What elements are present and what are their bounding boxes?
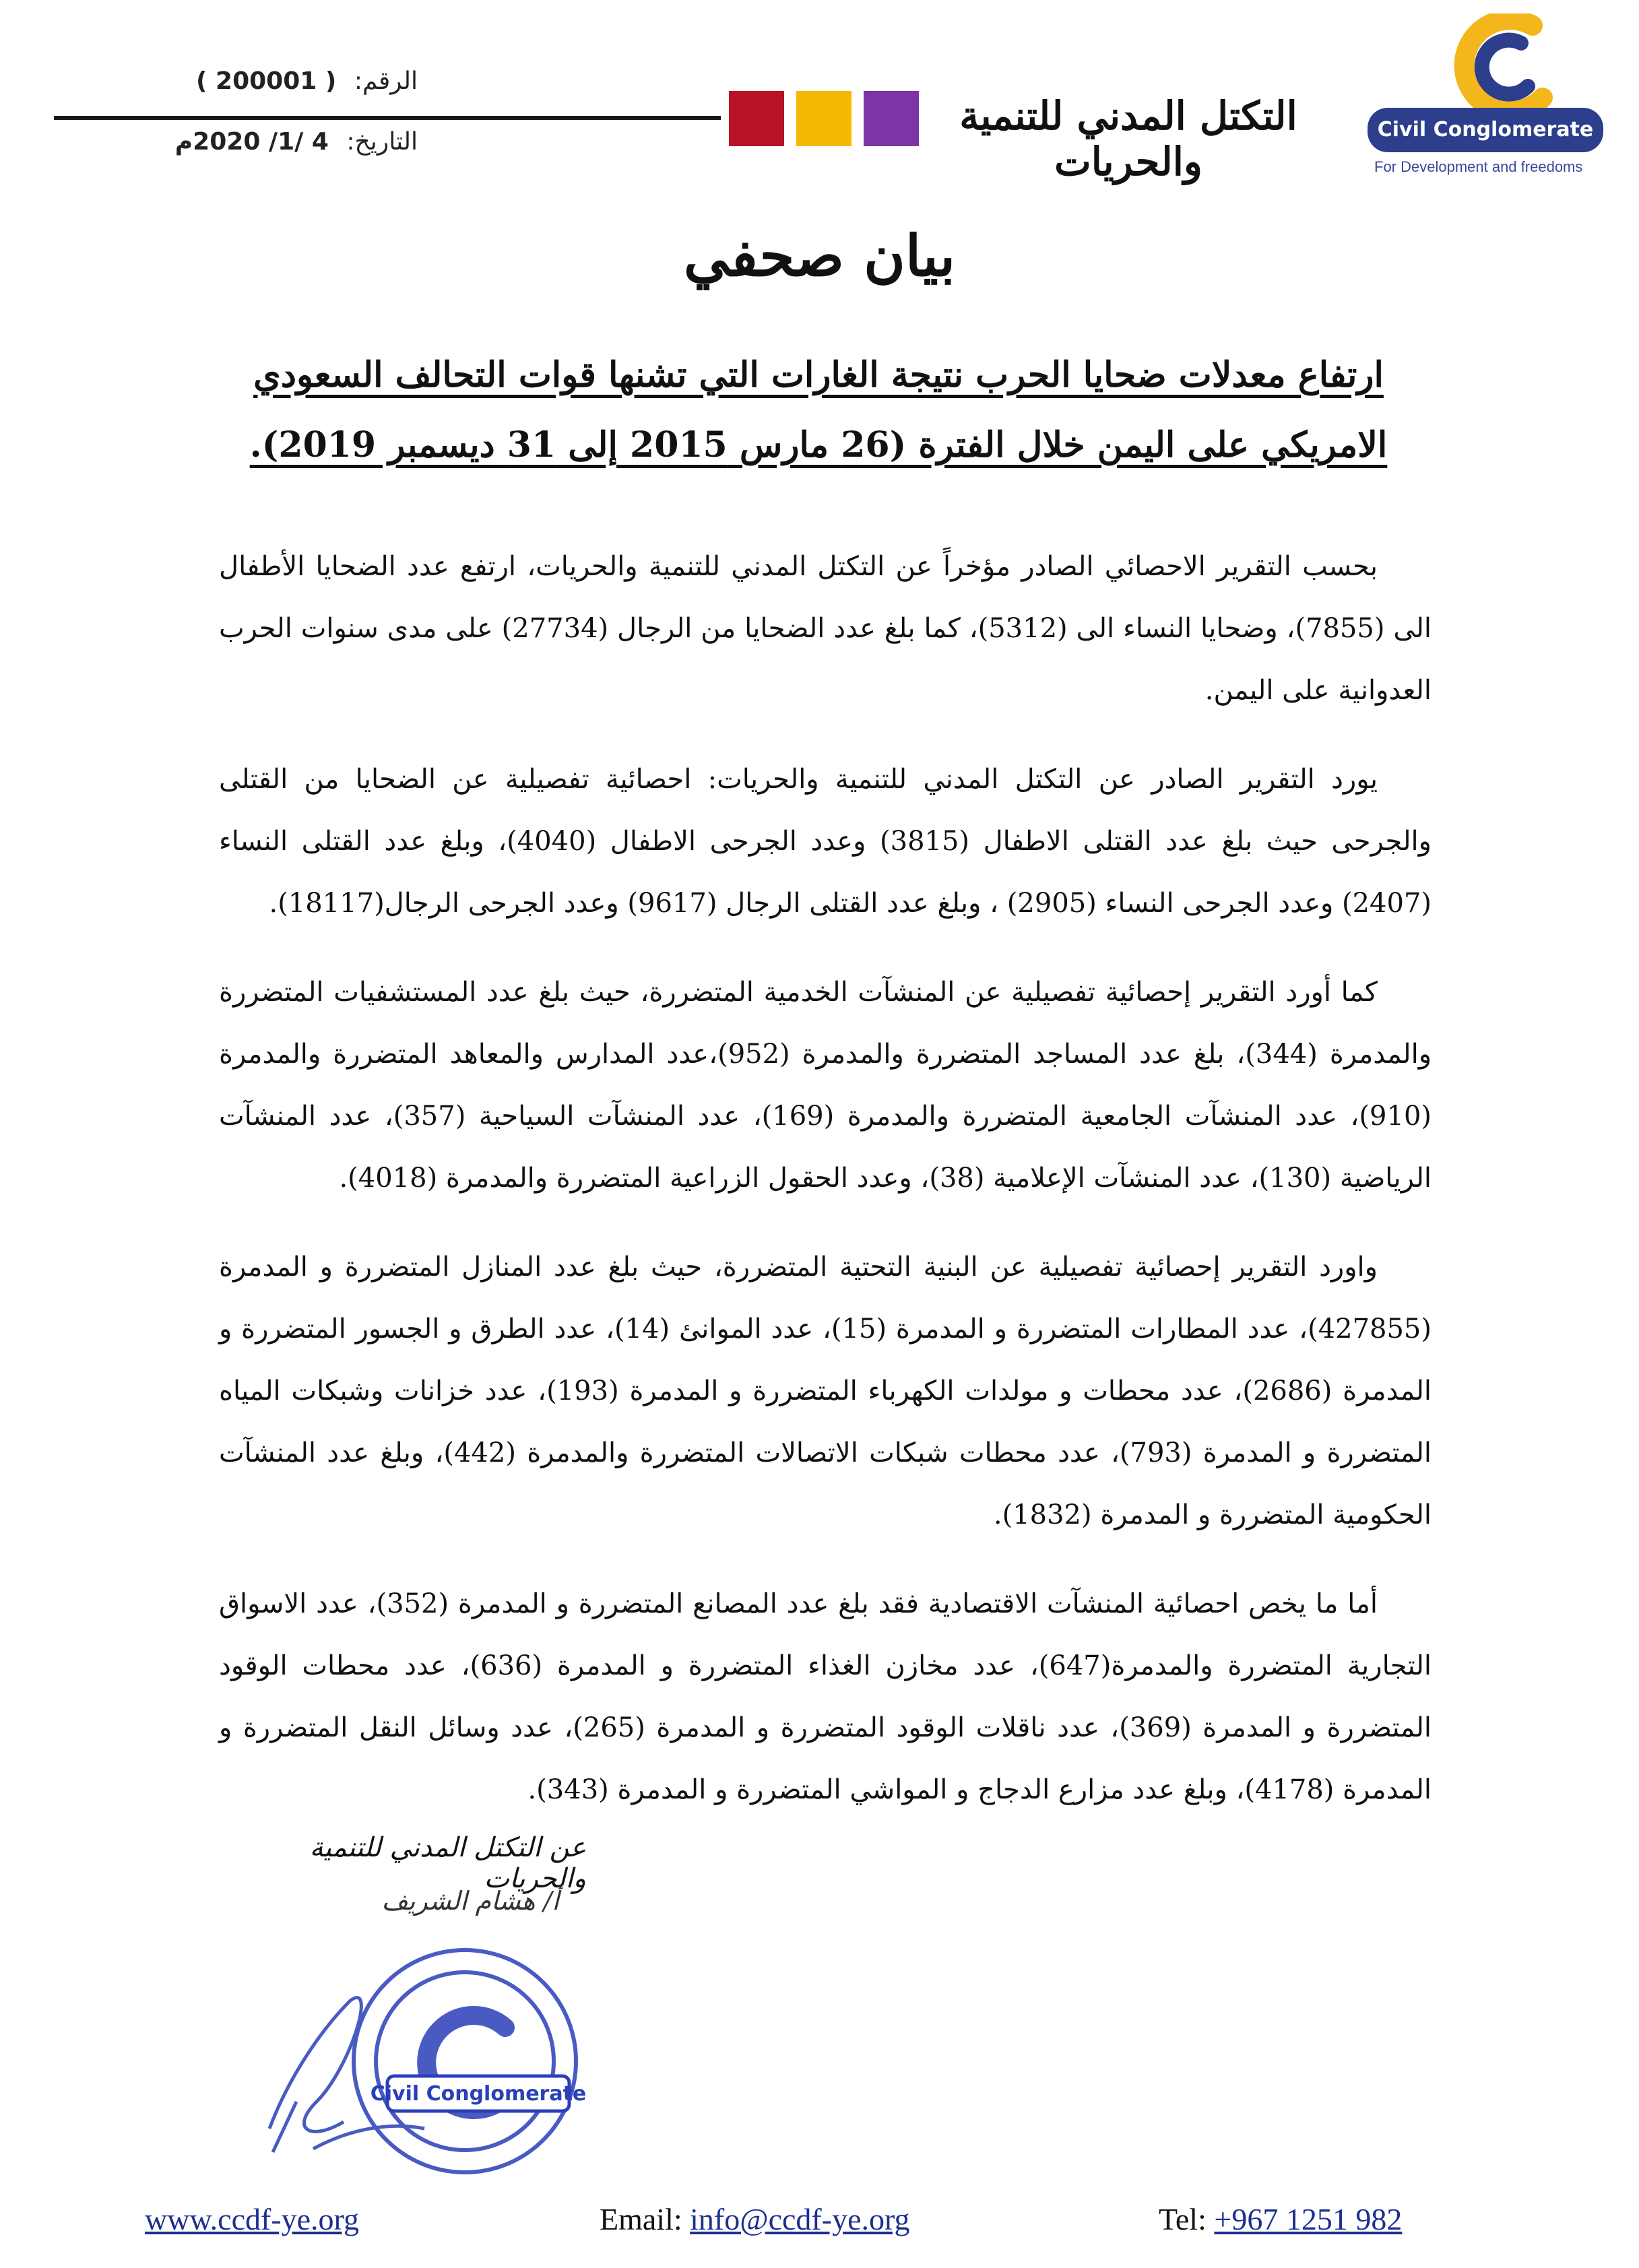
- footer-email-link[interactable]: info@ccdf-ye.org: [690, 2202, 910, 2236]
- paragraph-casualties-summary: بحسب التقرير الاحصائي الصادر مؤخراً عن التكتل المدني للتنمية والحريات، ارتفع عدد الضحايا الأطفال الى (7855)، وضحايا النساء الى (5312)، كما بلغ عدد الضحايا من الرجال (27734) على مدى سنوات الحرب العدوانية على اليمن.: [219, 551, 1432, 706]
- reference-number: [101, 67, 418, 95]
- organization-name: التكتل المدني للتنمية والحريات: [959, 93, 1297, 185]
- brand-color-squares: [729, 91, 919, 146]
- signature-name: أ/ هشام الشريف: [381, 1886, 559, 1916]
- paragraph-killed-injured: يورد التقرير الصادر عن التكتل المدني للتنمية والحريات: احصائية تفصيلية عن الضحايا من القتلى والجرحى حيث بلغ عدد القتلى الاطفال (3815) وعدد الجرحى الاطفال (4040)، وبلغ عدد القتلى النساء (2407) وعدد الجرحى النساء (2905) ، وبلغ عدد القتلى الرجال (9617) وعدد الجرحى الرجال(18117).: [219, 764, 1432, 919]
- logo-badge: Civil Conglomerate: [1368, 108, 1603, 152]
- reference-label: الرقم:: [354, 67, 418, 95]
- statement-body: [219, 536, 1432, 1848]
- reference-value: ( 200001 ): [196, 67, 337, 95]
- document-date: [101, 128, 418, 156]
- date-label: التاريخ:: [346, 128, 418, 156]
- date-value: 4 /1/ 2020م: [174, 128, 329, 156]
- header-divider: [54, 116, 721, 120]
- paragraph-economic-facilities: أما ما يخص احصائية المنشآت الاقتصادية فقد بلغ عدد المصانع المتضررة و المدمرة (352)، عدد الاسواق التجارية المتضررة والمدمرة(647)، عدد مخازن الغذاء المتضررة و المدمرة (636)، عدد محطات الوقود المتضررة و المدمرة (369)، عدد ناقلات الوقود المتضررة و المدمرة (265)، عدد وسائل النقل المتضررة و المدمرة (4178)، وبلغ عدد مزارع الدجاج و المواشي المتضررة و المدمرة (343).: [219, 1588, 1432, 1805]
- logo-c-mark-icon: [1368, 13, 1617, 115]
- organization-stamp: [249, 1926, 680, 2182]
- headline-text: ارتفاع معدلات ضحايا الحرب نتيجة الغارات التي تشنها قوات التحالف السعودي الامريكي على اليمن خلال الفترة (26 مارس 2015 إلى 31 ديسمبر 2019).: [249, 354, 1388, 465]
- handwritten-signature-stroke: [269, 1998, 361, 2132]
- footer-tel-value[interactable]: +967 1251 982: [1214, 2202, 1403, 2236]
- yellow-square: [796, 91, 851, 146]
- organization-logo: [1368, 13, 1617, 175]
- stamp-outer-ring: [354, 1950, 576, 2172]
- purple-square: [864, 91, 919, 146]
- headline: [222, 340, 1415, 480]
- footer-tel-label: Tel:: [1159, 2202, 1207, 2236]
- footer-email-label: Email:: [600, 2202, 682, 2236]
- red-square: [729, 91, 784, 146]
- footer-phone: [1159, 2201, 1402, 2237]
- paragraph-infrastructure: واورد التقرير إحصائية تفصيلية عن البنية التحتية المتضررة، حيث بلغ عدد المنازل المتضررة و المدمرة (427855)، عدد المطارات المتضررة و المدمرة (15)، عدد الموانئ (14)، عدد الطرق و الجسور المتضررة و المدمرة (2686)، عدد محطات و مولدات الكهرباء المتضررة و المدمرة (193)، عدد خزانات وشبكات المياه المتضررة و المدمرة (793)، عدد محطات شبكات الاتصالات المتضررة والمدمرة (442)، وبلغ عدد المنشآت الحكومية المتضررة و المدمرة (1832).: [219, 1252, 1432, 1530]
- paragraph-service-facilities: كما أورد التقرير إحصائية تفصيلية عن المنشآت الخدمية المتضررة، حيث بلغ عدد المستشفيات المتضررة والمدمرة (344)، بلغ عدد المساجد المتضررة والمدمرة (952)،عدد المدارس والمعاهد المتضررة والمدمرة (910)، عدد المنشآت الجامعية المتضررة والمدمرة (169)، عدد المنشآت السياحية (357)، عدد المنشآت الرياضية (130)، عدد المنشآت الإعلامية (38)، وعدد الحقول الزراعية المتضررة والمدمرة (4018).: [219, 977, 1432, 1194]
- footer-email: [600, 2201, 909, 2237]
- stamp-banner-text: Civil Conglomerate: [370, 2082, 587, 2106]
- signature-organization: عن التكتل المدني للتنمية والحريات: [309, 1832, 586, 1894]
- stamp-inner-ring: [376, 1972, 554, 2150]
- footer-website-link[interactable]: www.ccdf-ye.org: [145, 2202, 360, 2236]
- document-title: بيان صحفي: [683, 222, 956, 289]
- logo-tagline: For Development and freedoms: [1374, 158, 1583, 175]
